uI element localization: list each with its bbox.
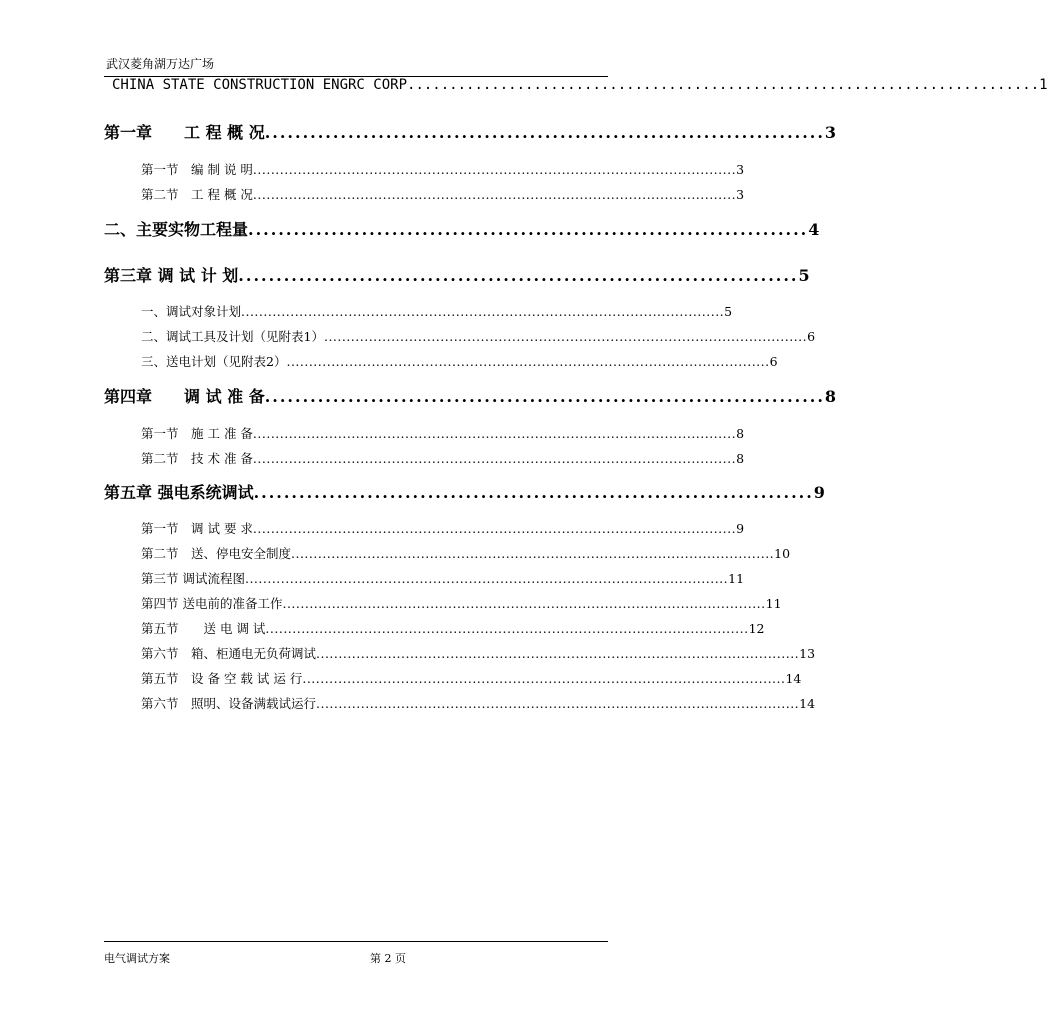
toc-page: 6 <box>807 329 816 344</box>
toc-label: 第一章 工 程 概 况 <box>104 123 265 142</box>
toc-page: 5 <box>724 304 733 319</box>
toc-entry-section[interactable] <box>141 424 745 442</box>
toc-page: 14 <box>785 671 802 686</box>
toc-entry-section[interactable] <box>141 352 778 370</box>
toc-label: 第一节 编 制 说 明 <box>141 162 253 177</box>
toc-entry-section[interactable] <box>141 594 782 612</box>
toc-page: 10 <box>774 546 791 561</box>
toc-page: 9 <box>736 521 745 536</box>
toc-leader: ............................................................................................................ <box>252 162 737 177</box>
header-project: 武汉菱角湖万达广场 <box>106 57 215 71</box>
toc-label: 第四章 调 试 准 备 <box>104 387 265 406</box>
toc-leader: ............................................................................................................ <box>252 426 737 441</box>
toc-leader: .......................................................................... <box>248 220 809 239</box>
toc-leader: ............................................................................................................ <box>316 696 800 711</box>
toc-page: 13 <box>799 646 816 661</box>
toc-label: 第二节 送、停电安全制度 <box>141 546 292 561</box>
toc-page: 3 <box>736 187 745 202</box>
toc-leader: .......................................................................... <box>264 123 825 142</box>
toc-label: 第一节 调 试 要 求 <box>141 521 253 536</box>
toc-label: 第六节 照明、设备满载试运行 <box>141 696 317 711</box>
toc-page: 11 <box>728 571 745 586</box>
toc-page: 1 <box>1039 77 1048 93</box>
toc-leader: ............................................................................................................ <box>286 354 770 369</box>
toc-label: 第四节 送电前的准备工作 <box>141 596 283 611</box>
footer-rule <box>104 941 608 942</box>
toc-label: 第五节 设 备 空 载 试 运 行 <box>141 671 303 686</box>
toc-label: 一、调试对象计划 <box>141 304 242 319</box>
toc-page: 12 <box>748 621 765 636</box>
toc-leader: .......................................................................... <box>264 387 825 406</box>
toc-leader: ............................................................................................................ <box>282 596 766 611</box>
toc-entry-company[interactable] <box>112 77 1048 97</box>
toc-entry-chapter-3[interactable] <box>104 263 810 285</box>
toc-leader: ............................................................................................................ <box>244 571 729 586</box>
toc-entry-section[interactable] <box>141 694 816 712</box>
toc-entry-section[interactable] <box>141 302 733 320</box>
toc-label: 第六节 箱、柜通电无负荷调试 <box>141 646 317 661</box>
toc-label: 第二节 工 程 概 况 <box>141 187 253 202</box>
toc-leader: ............................................................................................................ <box>265 621 749 636</box>
toc-page: 3 <box>824 123 837 142</box>
toc-page: 3 <box>736 162 745 177</box>
toc-entry-section[interactable] <box>141 519 745 537</box>
toc-entry-section[interactable] <box>141 669 802 687</box>
toc-entry-chapter-5[interactable] <box>104 480 825 502</box>
toc-label: 第三章 调 试 计 划 <box>104 266 239 285</box>
toc-leader: ............................................................................................................ <box>252 451 737 466</box>
toc-label: 二、调试工具及计划（见附表1） <box>141 329 324 344</box>
toc-entry-section[interactable] <box>141 185 745 203</box>
toc-page: 5 <box>798 266 810 285</box>
toc-entry-section[interactable] <box>141 644 816 662</box>
toc-leader: .......................................................................... <box>415 77 1040 93</box>
toc-entry-section[interactable] <box>141 619 765 637</box>
toc-label: 第五节 送 电 调 试 <box>141 621 266 636</box>
toc-entry-section[interactable] <box>141 160 745 178</box>
toc-page: 14 <box>799 696 816 711</box>
toc-entry-chapter-4[interactable] <box>104 384 837 406</box>
toc-leader: ............................................................................................................ <box>241 304 725 319</box>
toc-entry-section[interactable] <box>141 327 816 345</box>
toc-page: 8 <box>736 451 745 466</box>
toc-leader: ............................................................................................................ <box>323 329 808 344</box>
toc-page: 4 <box>808 220 820 239</box>
toc-entry-chapter-2[interactable] <box>104 217 820 239</box>
toc-leader: ............................................................................................................ <box>302 671 786 686</box>
toc-leader: ............................................................................................................ <box>316 646 800 661</box>
toc-entry-section[interactable] <box>141 569 745 587</box>
toc-label: 第五章 强电系统调试 <box>104 483 254 502</box>
toc-entry-chapter-1[interactable] <box>104 120 837 142</box>
toc-leader: ............................................................................................................ <box>291 546 775 561</box>
toc-leader: .......................................................................... <box>253 483 814 502</box>
toc-entry-section[interactable] <box>141 544 791 562</box>
toc-page: 8 <box>824 387 837 406</box>
toc-page: 8 <box>736 426 745 441</box>
toc-label: CHINA STATE CONSTRUCTION ENGRC CORP. <box>112 77 416 93</box>
toc-leader: .......................................................................... <box>238 266 799 285</box>
toc-label: 第一节 施 工 准 备 <box>141 426 253 441</box>
footer-doc-title: 电气调试方案 <box>104 952 170 965</box>
toc-page: 11 <box>765 596 782 611</box>
toc-entry-section[interactable] <box>141 449 745 467</box>
toc-leader: ............................................................................................................ <box>252 187 737 202</box>
toc-leader: ............................................................................................................ <box>252 521 737 536</box>
toc-label: 第二节 技 术 准 备 <box>141 451 253 466</box>
toc-label: 三、送电计划（见附表2） <box>141 354 287 369</box>
toc-label: 第三节 调试流程图 <box>141 571 245 586</box>
toc-page: 6 <box>769 354 778 369</box>
toc-page: 9 <box>813 483 825 502</box>
toc-label: 二、主要实物工程量 <box>104 220 249 239</box>
footer-page-number: 第 2 页 <box>370 952 406 965</box>
